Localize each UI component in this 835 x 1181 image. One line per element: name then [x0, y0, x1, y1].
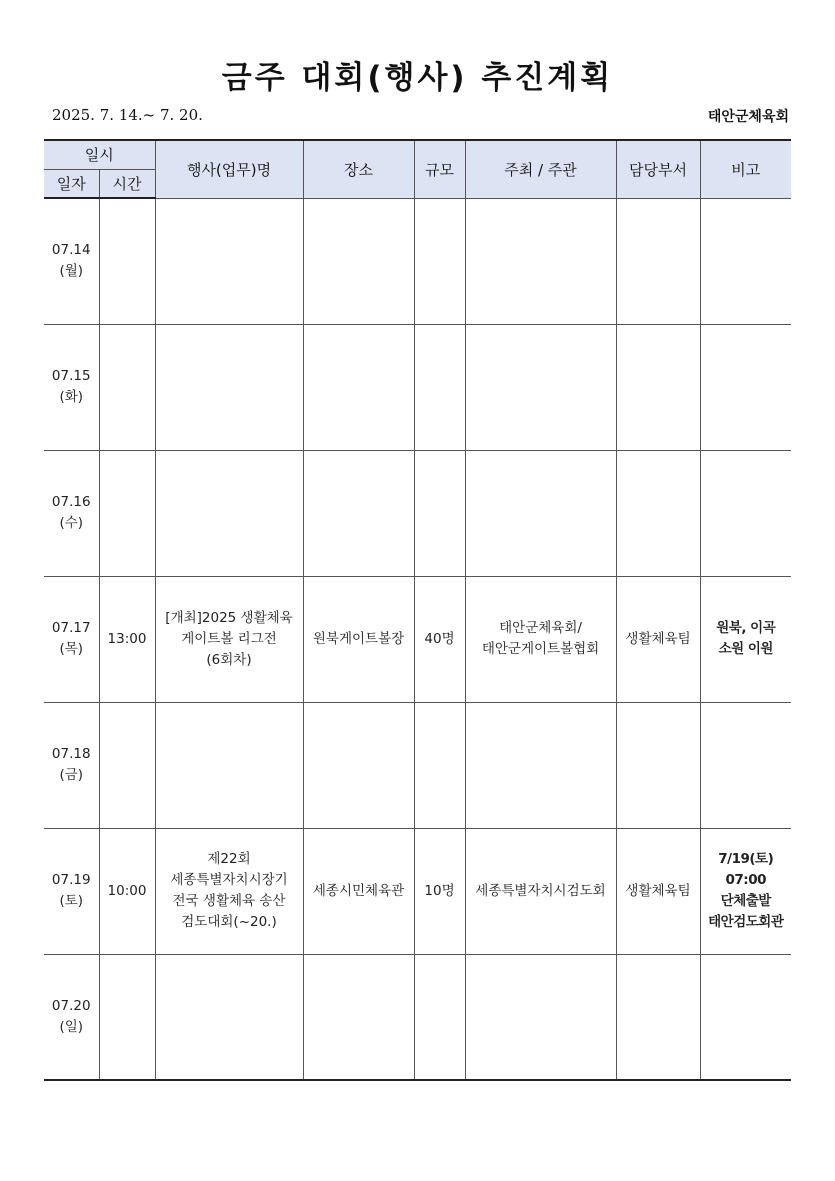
date-cell	[44, 198, 99, 324]
date-cell	[44, 576, 99, 702]
header-scale: 규모	[414, 140, 465, 198]
venue-cell	[303, 324, 414, 450]
scale-cell	[414, 450, 465, 576]
notes-line: 단체출발	[720, 893, 771, 909]
row-weekday: (목)	[59, 641, 84, 657]
time-cell	[99, 198, 155, 324]
dept-cell	[616, 198, 700, 324]
event-cell	[155, 954, 303, 1080]
notes-line: 태안검도회관	[708, 914, 784, 930]
event-line: 게이트볼 리그전	[181, 630, 277, 647]
notes-cell	[700, 702, 791, 828]
scale-cell: 10명	[414, 828, 465, 954]
page-title: 금주 대회(행사) 추진계획	[221, 60, 614, 96]
header-time: 시간	[99, 169, 155, 198]
table-row	[44, 324, 791, 450]
venue-cell: 원북게이트볼장	[303, 576, 414, 702]
scale-cell	[414, 198, 465, 324]
header-venue: 장소	[303, 140, 414, 198]
time-cell: 13:00	[99, 576, 155, 702]
notes-cell	[700, 324, 791, 450]
week-period: 2025. 7. 14.~ 7. 20.	[52, 106, 203, 124]
row-weekday: (월)	[59, 263, 84, 280]
event-cell	[155, 576, 303, 702]
notes-cell	[700, 576, 791, 702]
venue-cell	[303, 702, 414, 828]
organization-name: 태안군체육회	[707, 109, 789, 125]
notes-line: 7/19(토) 07:00	[718, 851, 774, 888]
notes-cell	[700, 828, 791, 954]
host-line: 태안군체육회/	[499, 620, 582, 636]
host-line: 태안군게이트볼협회	[481, 641, 600, 657]
dept-cell	[616, 450, 700, 576]
host-cell	[465, 576, 616, 702]
event-cell	[155, 702, 303, 828]
table-row	[44, 828, 791, 954]
table-row	[44, 702, 791, 828]
venue-cell	[303, 450, 414, 576]
time-cell	[99, 450, 155, 576]
table-row	[44, 576, 791, 702]
scale-cell: 40명	[414, 576, 465, 702]
event-line: (6회차)	[206, 651, 252, 668]
dept-cell: 생활체육팀	[616, 576, 700, 702]
header-date: 일자	[44, 169, 99, 198]
date-cell	[44, 450, 99, 576]
event-line: 검도대회(~20.)	[181, 914, 277, 930]
header-host: 주최 / 주관	[465, 140, 616, 198]
row-date: 07.14	[51, 242, 91, 259]
row-date: 07.19	[51, 872, 91, 888]
schedule-table	[44, 139, 791, 1081]
event-line: 세종특별자치시장기	[170, 872, 288, 888]
row-weekday: (일)	[59, 1018, 84, 1035]
table-row	[44, 954, 791, 1080]
host-cell	[465, 324, 616, 450]
notes-line: 원북, 이곡	[716, 620, 776, 636]
row-weekday: (수)	[59, 515, 84, 531]
row-date: 07.17	[51, 620, 91, 636]
scale-cell	[414, 702, 465, 828]
event-line: [개최]2025 생활체육	[165, 609, 293, 626]
row-date: 07.16	[51, 494, 91, 510]
date-cell	[44, 324, 99, 450]
event-line: 제22회	[207, 851, 251, 867]
notes-cell	[700, 198, 791, 324]
header-datetime: 일시	[44, 140, 155, 169]
event-cell	[155, 198, 303, 324]
time-cell	[99, 954, 155, 1080]
host-cell	[465, 702, 616, 828]
time-cell	[99, 702, 155, 828]
host-cell	[465, 828, 616, 954]
time-cell	[99, 324, 155, 450]
dept-cell	[616, 954, 700, 1080]
scale-cell	[414, 324, 465, 450]
notes-line: 소원 이원	[718, 641, 773, 657]
dept-cell: 생활체육팀	[616, 828, 700, 954]
dept-cell	[616, 324, 700, 450]
date-cell	[44, 828, 99, 954]
header-notes: 비고	[700, 140, 791, 198]
header-event: 행사(업무)명	[155, 140, 303, 198]
event-cell	[155, 828, 303, 954]
event-cell	[155, 450, 303, 576]
date-cell	[44, 954, 99, 1080]
venue-cell	[303, 198, 414, 324]
header-dept: 담당부서	[616, 140, 700, 198]
host-cell	[465, 450, 616, 576]
scale-cell	[414, 954, 465, 1080]
venue-cell	[303, 954, 414, 1080]
row-date: 07.18	[51, 746, 91, 762]
notes-cell	[700, 954, 791, 1080]
table-row	[44, 198, 791, 324]
host-cell	[465, 954, 616, 1080]
notes-cell	[700, 450, 791, 576]
row-date: 07.20	[51, 997, 91, 1014]
row-date: 07.15	[51, 368, 91, 384]
table-row	[44, 450, 791, 576]
schedule-rows	[44, 198, 791, 1080]
time-cell: 10:00	[99, 828, 155, 954]
event-line: 전국 생활체육 송산	[172, 893, 286, 909]
host-line: 세종특별자치시검도회	[475, 882, 606, 899]
event-cell	[155, 324, 303, 450]
row-weekday: (토)	[59, 893, 84, 909]
host-cell	[465, 198, 616, 324]
venue-cell: 세종시민체육관	[303, 828, 414, 954]
date-cell	[44, 702, 99, 828]
row-weekday: (금)	[59, 767, 84, 783]
dept-cell	[616, 702, 700, 828]
row-weekday: (화)	[59, 389, 84, 405]
